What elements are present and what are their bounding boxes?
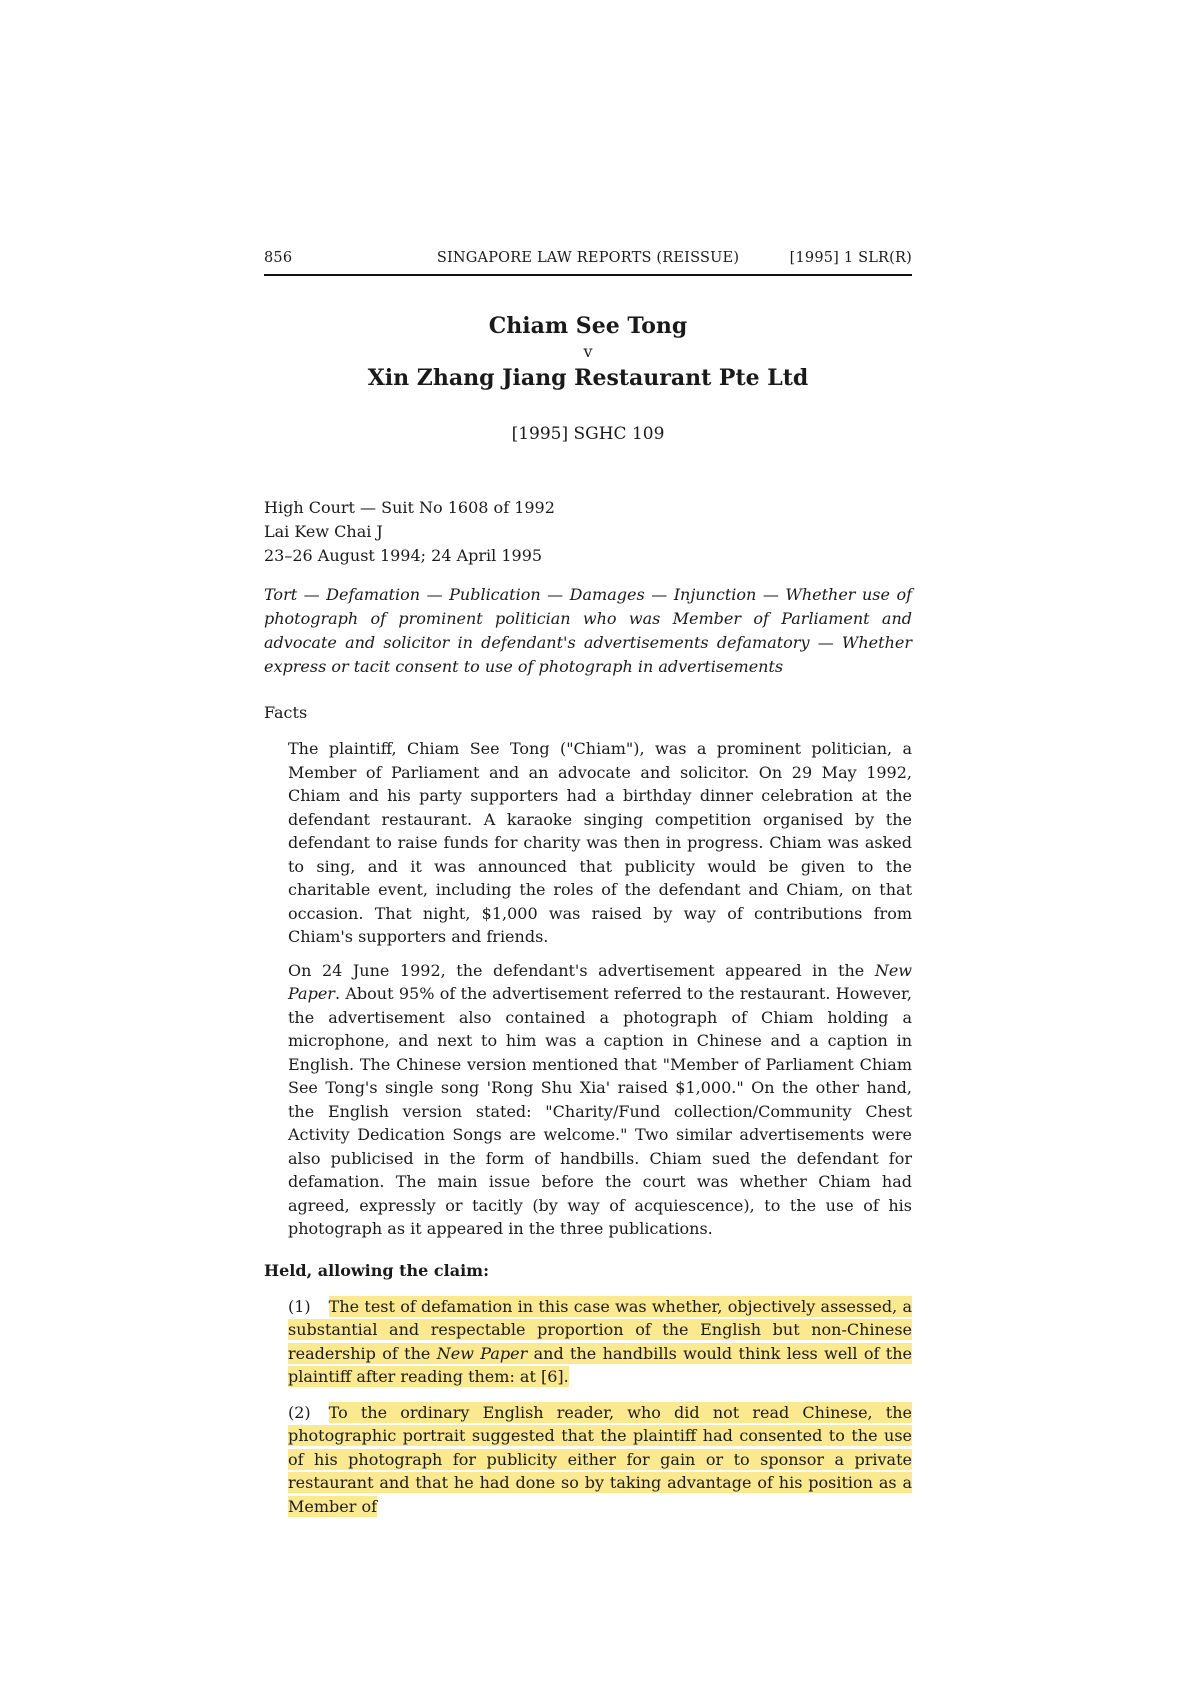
- holding-2: [288, 1401, 912, 1519]
- facts-paragraph-1: The plaintiff, Chiam See Tong ("Chiam"), was a prominent politician, a Member of Parliament and an advocate and solicitor. On 29 May 1992, Chiam and his party supporters had a birthday dinner celebration at the defendant restaurant. A karaoke singing competition organised by the defendant to raise funds for charity was then in progress. Chiam was asked to sing, and it was announced that publicity would be given to the charitable event, including the roles of the defendant and Chiam, on that occasion. That night, $1,000 was raised by way of contributions from Chiam's supporters and friends.: [288, 739, 912, 946]
- neutral-citation: [1995] SGHC 109: [511, 424, 665, 444]
- holding-2-number: (2): [288, 1402, 311, 1422]
- plaintiff-name: Chiam See Tong: [488, 313, 688, 339]
- judge-name: Lai Kew Chai J: [264, 522, 383, 541]
- facts-heading: Facts: [264, 703, 308, 722]
- defendant-name: Xin Zhang Jiang Restaurant Pte Ltd: [367, 365, 809, 391]
- holding-1: [288, 1295, 912, 1389]
- facts-paragraph-2-newspaper: New Paper: [288, 960, 912, 1003]
- holding-1-highlight: [288, 1296, 912, 1388]
- holding-1-number: (1): [288, 1296, 311, 1316]
- facts-paragraph-2: [288, 959, 912, 1241]
- holding-1-text-a: The test of defamation in this case was whether, objectively assessed, a substantial and respectable proportion of the English but non-Chinese readership of the: [288, 1296, 912, 1363]
- facts-paragraph-2-text-b: . About 95% of the advertisement referred to the restaurant. However, the advertisement also contained a photograph of Chiam holding a microphone, and next to him was a caption in Chinese and a caption in English. The Chinese version mentioned that "Member of Parliament Chiam See Tong's single song 'Rong Shu Xia' raised $1,000." On the other hand, the English version stated: "Charity/Fund collection/Community Chest Activity Dedication Songs are welcome." Two similar advertisements were also publicised in the form of handbills. Chiam sued the defendant for defamation. The main issue before the court was whether Chiam had agreed, expressly or tacitly (by way of acquiescence), to the use of his photograph as it appeared in the three publications.: [288, 984, 912, 1238]
- header-rule: [264, 274, 912, 276]
- case-title: [264, 312, 912, 446]
- page-number: 856: [264, 250, 293, 266]
- court-suit: High Court — Suit No 1608 of 1992: [264, 498, 555, 517]
- document-page: [264, 248, 912, 1518]
- catchwords: Tort — Defamation — Publication — Damages — Injunction — Whether use of photograph of prominent politician who was Member of Parliament and advocate and solicitor in defendant's advertisements defamatory — Whether express or tacit consent to use of photograph in advertisements: [264, 585, 912, 676]
- report-citation: [1995] 1 SLR(R): [789, 250, 912, 266]
- series-title: SINGAPORE LAW REPORTS (REISSUE): [436, 250, 740, 266]
- case-meta: [264, 496, 912, 568]
- holding-1-text-b: and the handbills would think less well of the plaintiff after reading them: at [6].: [288, 1343, 913, 1386]
- facts-paragraph-2-text-a: On 24 June 1992, the defendant's advertisement appeared in the: [288, 960, 875, 980]
- holding-2-highlight: [288, 1402, 912, 1517]
- holding-1-newspaper: New Paper: [436, 1343, 528, 1363]
- running-head: [264, 248, 912, 272]
- holding-2-text: To the ordinary English reader, who did not read Chinese, the photographic portrait suggested that the plaintiff had consented to the use of his photograph for publicity either for gain or to sponsor a private restaurant and that he had done so by taking advantage of his position as a Member of: [288, 1402, 912, 1516]
- held-heading: Held, allowing the claim:: [264, 1260, 490, 1280]
- versus-label: v: [583, 342, 593, 361]
- hearing-dates: 23–26 August 1994; 24 April 1995: [264, 546, 543, 565]
